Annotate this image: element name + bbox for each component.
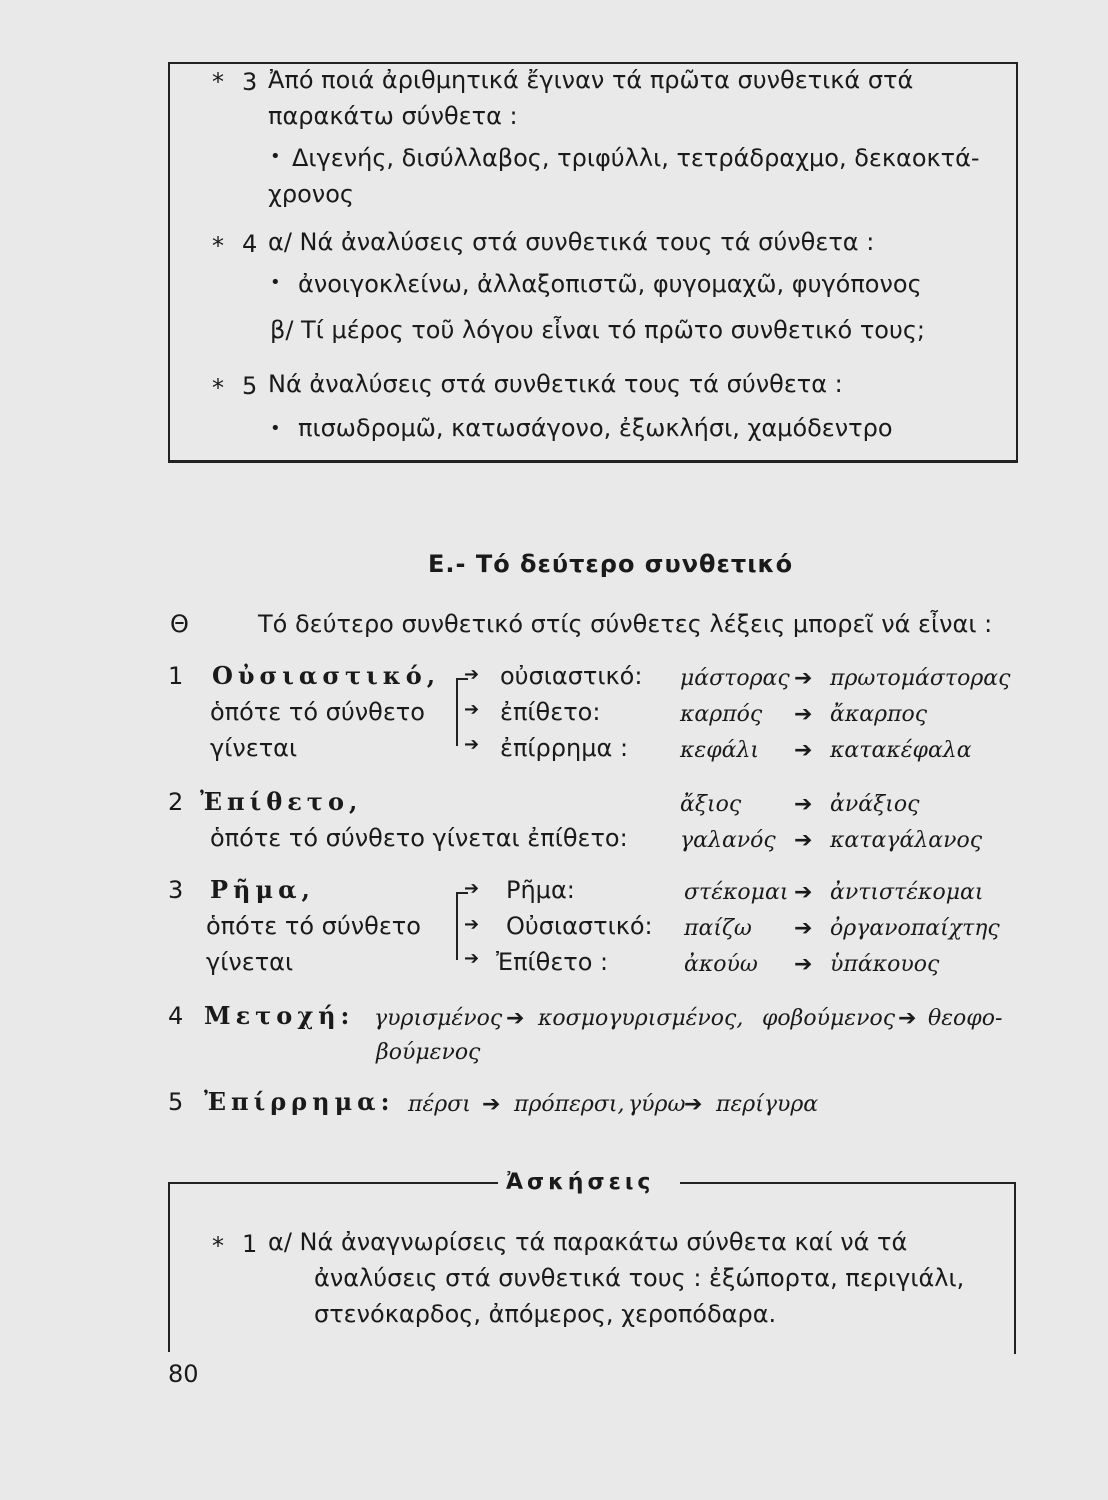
item1-line2: ὁπότε τό σύνθετο (210, 698, 425, 726)
item1-bracket-arrow: ➔ (464, 664, 480, 685)
ex3-question-line2: παρακάτω σύνθετα : (268, 102, 518, 130)
exercises-box-bottom-top-left (168, 1182, 498, 1184)
item5-ex1-to: πρόπερσι, (514, 1092, 625, 1117)
item4-head: Μετοχή: (204, 1001, 355, 1030)
item3-row-label: Οὐσιαστικό: (506, 912, 653, 940)
ex3-words-line1: Διγενής, δισύλλαβος, τριφύλλι, τετράδραχμο, δεκαοκτά- (292, 144, 980, 172)
item5-ex2-to: περίγυρα (716, 1092, 819, 1117)
ex5-star: * (212, 374, 224, 402)
item3-bracket (456, 892, 458, 960)
item3-bracket-arrow: ➔ (464, 914, 480, 935)
arrow-icon: ➔ (684, 1092, 703, 1117)
bullet: • (270, 418, 281, 439)
item5-ex1-from: πέρσι (408, 1092, 471, 1117)
ex-b1-number: 1 (242, 1230, 258, 1258)
item5-ex2-from: γύρω (628, 1092, 686, 1117)
ex3-star: * (212, 68, 224, 96)
exercises-box-bottom-top-right (680, 1182, 1016, 1184)
exercises-box-bottom-left (168, 1182, 170, 1352)
item3-row-label: Ἐπίθετο : (496, 948, 609, 976)
item1-row-from: μάστορας (680, 666, 790, 691)
item5-number: 5 (168, 1088, 184, 1116)
ex3-question-line1: Ἀπό ποιά ἀριθμητικά ἔγιναν τά πρῶτα συνθετικά στά (268, 66, 914, 94)
item4-ex1-from: γυρισμένος (374, 1006, 503, 1031)
item1-row-label: οὐσιαστικό: (500, 662, 643, 690)
arrow-icon: ➔ (794, 880, 813, 905)
item4-number: 4 (168, 1002, 184, 1030)
item2-row-from: ἄξιος (680, 792, 742, 817)
arrow-icon: ➔ (794, 702, 813, 727)
arrow-icon: ➔ (482, 1092, 501, 1117)
item1-row-from: κεφάλι (680, 738, 760, 763)
arrow-icon: ➔ (794, 828, 813, 853)
item1-row-to: πρωτομάστορας (830, 666, 1011, 691)
item3-row-from: στέκομαι (684, 880, 789, 905)
arrow-icon: ➔ (794, 792, 813, 817)
arrow-icon: ➔ (898, 1006, 917, 1031)
ex3-number: 3 (242, 68, 258, 96)
item1-head: Οὐσιαστικό, (212, 661, 441, 690)
item4-ex2-from: φοβούμενος (762, 1006, 896, 1031)
ex5-question: Νά ἀναλύσεις στά συνθετικά τους τά σύνθετα : (268, 370, 843, 398)
item3-line3: γίνεται (206, 948, 294, 976)
item3-row-from: ἀκούω (684, 952, 758, 977)
ex3-words-line2: χρονος (268, 180, 354, 208)
item1-row-label: ἐπίθετο: (500, 698, 601, 726)
item3-row-to: ὀργανοπαίχτης (830, 916, 1000, 941)
item3-head: Ρῆμα, (210, 875, 315, 904)
arrow-icon: ➔ (794, 738, 813, 763)
arrow-icon: ➔ (506, 1006, 525, 1031)
ex-b1-line1: α/ Νά ἀναγνωρίσεις τά παρακάτω σύνθετα καί νά τά (268, 1228, 908, 1256)
item3-line2: ὁπότε τό σύνθετο (206, 912, 421, 940)
item1-line3: γίνεται (210, 734, 298, 762)
ex-b1-star: * (212, 1232, 224, 1260)
arrow-icon: ➔ (794, 666, 813, 691)
bullet: • (270, 146, 281, 167)
arrow-icon: ➔ (794, 952, 813, 977)
ex-b1-line3: στενόκαρδος, ἀπόμερος, χεροπόδαρα. (314, 1300, 777, 1328)
item1-bracket-arrow: ➔ (464, 699, 480, 720)
item3-row-to: ἀντιστέκομαι (830, 880, 984, 905)
item3-row-to: ὑπάκουος (830, 952, 940, 977)
item3-number: 3 (168, 876, 184, 904)
ex4-words: ἀνοιγοκλείνω, ἀλλαξοπιστῶ, φυγομαχῶ, φυγόπονος (298, 270, 922, 298)
item5-head: Ἐπίρρημα: (204, 1087, 395, 1116)
item1-row-from: καρπός (680, 702, 763, 727)
item2-number: 2 (168, 788, 184, 816)
item1-row-label: ἐπίρρημα : (500, 734, 629, 762)
ex4-star: * (212, 232, 224, 260)
item1-row-to: κατακέφαλα (830, 738, 972, 763)
ex-b1-line2: ἀναλύσεις στά συνθετικά τους : ἐξώπορτα, περιγιάλι, (314, 1264, 965, 1292)
item2-head: Ἐπίθετο, (200, 787, 363, 816)
arrow-icon: ➔ (794, 916, 813, 941)
bullet: • (270, 272, 281, 293)
ex5-words: πισωδρομῶ, κατωσάγονο, ἐξωκλήσι, χαμόδεντρο (298, 414, 893, 442)
item1-row-to: ἄκαρπος (830, 702, 928, 727)
item4-ex2-to-part2: βούμενος (376, 1040, 481, 1065)
exercises-box-bottom-right (1014, 1182, 1016, 1354)
item3-bracket-arrow: ➔ (464, 878, 480, 899)
item3-row-from: παίζω (684, 916, 752, 941)
ex5-number: 5 (242, 372, 258, 400)
exercises-title: Ἀσκήσεις (506, 1170, 655, 1195)
ex4-number: 4 (242, 230, 258, 258)
intro-text: Τό δεύτερο συνθετικό στίς σύνθετες λέξεις μπορεῖ νά εἶναι : (258, 610, 993, 638)
item1-bracket-arrow: ➔ (464, 734, 480, 755)
item3-bracket-arrow: ➔ (464, 948, 480, 969)
item2-row-to: καταγάλανος (830, 828, 983, 853)
item4-ex2-to-part1: θεοφο- (928, 1006, 1003, 1031)
item4-ex1-to: κοσμογυρισμένος, (538, 1006, 744, 1031)
intro-symbol: Θ (170, 610, 189, 638)
page-number: 80 (168, 1360, 199, 1388)
section-title: Ε.- Τό δεύτερο συνθετικό (428, 550, 794, 578)
item1-bracket (456, 678, 458, 746)
item3-row-label: Ρῆμα: (506, 876, 575, 904)
item2-row-from: γαλανός (680, 828, 776, 853)
ex4-part-b: β/ Τί μέρος τοῦ λόγου εἶναι τό πρῶτο συνθετικό τους; (270, 316, 926, 344)
item2-line2: ὁπότε τό σύνθετο γίνεται ἐπίθετο: (210, 824, 628, 852)
ex4-part-a: α/ Νά ἀναλύσεις στά συνθετικά τους τά σύνθετα : (268, 228, 875, 256)
item1-number: 1 (168, 662, 184, 690)
item2-row-to: ἀνάξιος (830, 792, 920, 817)
